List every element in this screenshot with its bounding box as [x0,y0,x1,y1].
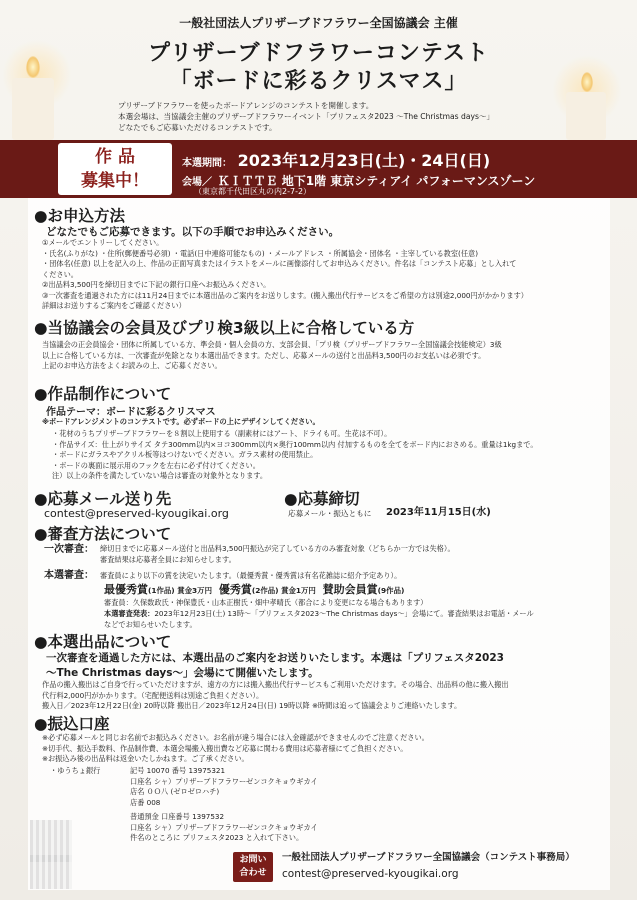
bank-note: ※切手代、振込手数料、作品制作費、本選会場搬入搬出費など応募に関わる費用は応募者様にてご負担ください。 [42,743,408,753]
section-heading-review: ●審査方法について [34,525,172,543]
prize3-detail: (9作品) [377,586,405,595]
organizer-line: 一般社団法人プリザーブドフラワー全国協議会 主催 [179,16,458,30]
apply-line: ・団体名(任意) 以上を記入の上、作品の正面写真またはイラストをメールに画像添付してお申込みください。件名は「コンテスト応募」とし入れて [42,259,517,268]
work-line: ・花材のうちプリザーブドフラワーを８割以上使用する（副素材にはアート、ドライも可。生花は不可）。 [52,429,392,438]
prize2-detail: (2作品) 賞金1万円 [251,586,316,595]
section-heading-deadline: ●応募締切 [284,490,360,508]
bank-detail-line: 記号 10070 番号 13975321 [130,766,226,775]
main-review-line: 審査員により以下の賞を決定いたします。（最優秀賞・優秀賞は有名花雑誌に紹介予定あり）。 [100,571,402,580]
announce-line: 2023年12月23日(土) 13時〜「プリフェスタ2023〜The Christmas days〜」会場にて。審査結果はお電話・メール [154,609,534,618]
prize2-name: 優秀賞 [218,583,252,596]
prize-row [104,583,404,598]
work-line: 注）以上の条件を満たしていない場合は審査の対象外となります。 [52,471,268,480]
badge-line: 募集中！ [81,171,149,191]
announce-label: 本選審査発表： [104,609,155,618]
deadline-label: 応募メール・振込ともに [288,509,372,518]
first-review-line: 締切日までに応募メール送付と出品料3,500円振込が完了している方のみ審査対象（どちらか一方では失格）。 [100,544,455,553]
apply-line: ②出品料3,500円を締切日までに下記の銀行口座へお振込みください。 [42,280,271,289]
contact-badge-line: お問い [239,855,267,865]
period-label: 本選期間： [182,158,232,169]
bank-detail-line: 口座名 シャ）プリザーブドフラワーゼンコクキョウギカイ [130,822,318,832]
contact-badge [233,852,273,882]
contest-subtitle: 「ボードに彩るクリスマス」 [169,69,468,94]
work-lines [52,429,538,482]
bank1-details [130,766,318,808]
final-lead: 一次審査を通過した方には、本選出品のご案内をお送りいたします。本選は「プリフェスタ2023 [46,652,504,664]
final-lead: 〜The Christmas days〜」会場にて開催いたします。 [46,667,319,679]
contest-email-link[interactable]: contest@preserved-kyougikai.org [44,507,229,520]
final-lines [42,680,509,712]
judges-line: 審査員：久保数政氏・神保豊氏・山本正樹氏・畑中孝晴氏（都合により変更になる場合もあります） [104,598,428,607]
bank2-details [130,812,318,844]
work-line: ・作品サイズ：仕上がりサイズ タテ300mm以内×ヨコ300mm以内×奥行100mm以内 付加するものを全てをボード内におさめる。重量は1kgまで。 [52,439,538,449]
badge-line: 作 品 [95,147,135,167]
bank-notes [42,733,429,765]
intro-text [118,100,588,133]
contest-title: プリザーブドフラワーコンテスト [147,41,490,66]
final-line: 作品の搬入搬出はご自身で行っていただけますが、遠方の方には搬入搬出代行サービスもご利用いただけます。その場合、出品料の他に搬入搬出 [42,680,509,689]
work-theme: 作品テーマ：ボードに彩るクリスマス [46,407,216,418]
member-line: 当協議会の正会員協会・団体に所属している方、準会員・個人会員の方、支部会員、「プリ検（プリザーブドフラワー全国協議会技能検定）3級 [42,340,502,349]
work-note: ※ボードアレンジメントのコンテストです。必ずボードの上にデザインしてください。 [42,417,320,426]
contact-org: 一般社団法人プリザーブドフラワー全国協議会（コンテスト事務局） [282,852,575,863]
contact-email-link[interactable]: contest@preserved-kyougikai.org [282,868,459,880]
announce-lines [104,609,534,630]
prize3-name: 賛助会員賞 [322,583,378,596]
member-line: 上記のお申込方法をよくお読みの上、ご応募ください。 [42,361,222,370]
intro-line: 本選会場は、当協議会主催のプリザーブドフラワーイベント「プリフェスタ2023 〜The Christmas days〜」 [118,112,495,121]
bank-note: ※必ず応募メールと同じお名前でお振込みください。お名前が違う場合には入金確認ができませんのでご注意ください。 [42,733,429,742]
member-line: 以上に合格している方は、一次審査が免除となり本選出品できます。ただし、応募メールの送付と出品料3,500円のお支払いは必須です。 [42,350,486,360]
bank-name: ・ゆうちょ銀行 [50,766,101,775]
first-review-line: 審査結果は応募者全員にお知らせします。 [100,554,236,564]
first-review-lines [100,544,455,565]
deadline-value: 2023年11月15日(水) [386,507,491,518]
venue-label: 会場／ [182,177,212,188]
section-heading-bank: ●振込口座 [34,715,110,733]
section-heading-final: ●本選出品について [34,633,172,651]
apply-line: ③一次審査を通過された方には11月24日までに本選出品のご案内をお送りします。(搬入搬出代行サービスをご希望の方は別途2,000円がかかります） [42,290,528,300]
apply-lead: どなたでもご応募できます。以下の手順でお申込みください。 [46,226,340,238]
final-line: 代行料2,000円がかかります。（宅配便送料は別途ご負担ください）。 [42,690,264,700]
contact-badge-line: 合わせ [239,868,267,878]
prize1-detail: (1作品) 賞金3万円 [148,586,212,595]
intro-line: プリザーブドフラワーを使ったボードアレンジのコンテストを開催します。 [118,101,374,110]
member-lines [42,340,502,372]
section-heading-member: ●当協議会の会員及びプリ検3級以上に合格している方 [34,319,415,337]
bank-detail-line: 口座名 シャ）プリザーブドフラワーゼンコクキョウギカイ [130,776,318,786]
intro-line: どなたでもご応募いただけるコンテストです。 [118,123,277,132]
venue-value: ＫＩＴＴＥ 地下1階 東京シティアイ パフォーマンスゾーン [217,174,536,188]
qr-code-image [30,855,72,889]
section-heading-apply: ●お申込方法 [34,207,126,225]
recruiting-badge [58,143,172,195]
section-heading-email: ●応募メール送り先 [34,490,172,508]
first-review-label: 一次審査： [44,544,94,555]
main-review-label: 本選審査： [44,570,94,581]
bank-note: ※お振込み後の出品料は返金いたしかねます。ご了承ください。 [42,754,249,763]
apply-line: ①メールでエントリーしてください。 [42,238,164,247]
work-line: ・ボードにガラスやアクリル板等はつけないでください。ガラス素材の使用禁止。 [52,450,318,459]
prize1-name: 最優秀賞 [104,583,148,596]
section-heading-work: ●作品制作について [34,385,172,403]
bank-detail-line: 店番 008 [130,797,161,807]
apply-line: ・氏名(ふりがな) ・住所(郵便番号必須) ・電話(日中連絡可能なもの) ・メールアドレス ・所属協会・団体名 ・主宰している教室(任意) [42,248,479,258]
announce-line: などでお知らせいたします。 [104,619,197,629]
final-line: 搬入日／2023年12月22日(金) 20時以降 搬出日／2023年12月24日(日) 19時以降 ※時間は追って協議会よりご連絡いたします。 [42,701,462,710]
bank-detail-line: 店名 ０Ｏ八 (ゼロゼロハチ) [130,787,220,796]
apply-line: 詳細はお送りするご案内をご確認ください） [42,301,186,310]
bank-detail-line: 件名のところに プリフェスタ2023 と入れて下さい。 [130,833,304,842]
period-value: 2023年12月23日(土)・24日(日) [237,151,491,170]
period-row [182,148,490,171]
bank-detail-line: 普通預金 口座番号 1397532 [130,812,225,821]
apply-line: ください。 [42,269,78,279]
venue-address: （東京都千代田区丸の内2-7-2） [194,187,312,196]
apply-lines [42,238,528,312]
work-line: ・ボードの裏面に展示用のフックを左右に必ず付けてください。 [52,460,260,470]
